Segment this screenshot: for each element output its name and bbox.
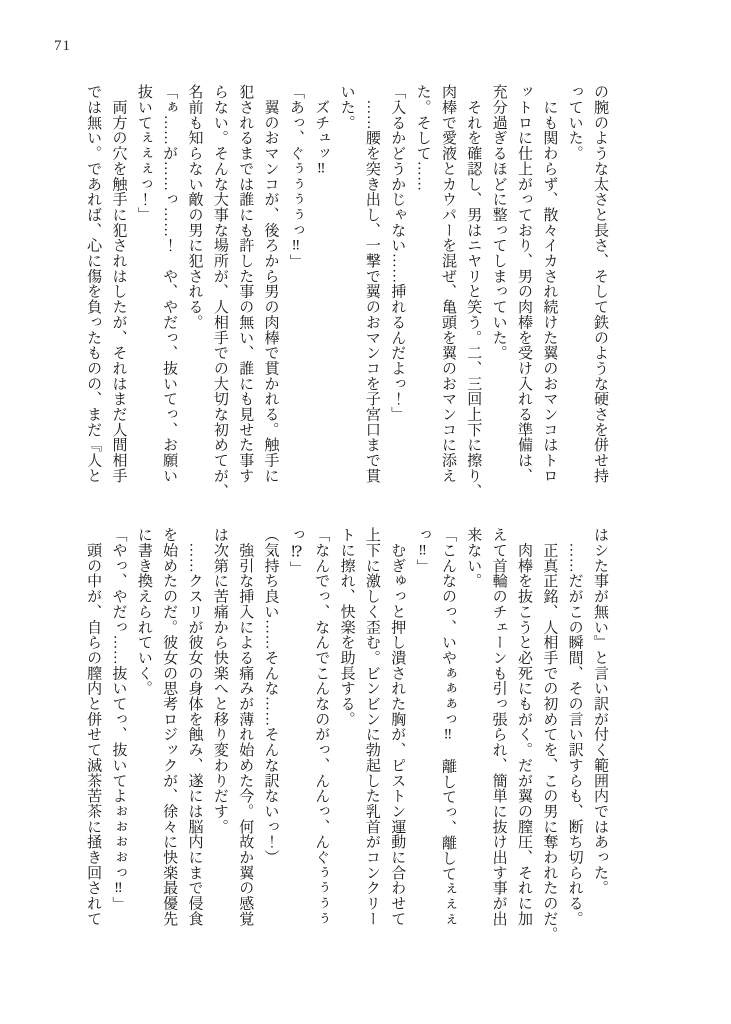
text-line: っ⁉」 — [287, 527, 304, 577]
text-line: ットロに仕上がっており、男の肉棒を受け入れる準備は、 — [515, 84, 532, 484]
text-line: 強引な挿入による痛みが薄れ始めた今。何故か翼の感覚 — [237, 527, 254, 927]
text-line: に書き換えられていく。 — [135, 527, 152, 696]
text-block-top — [80, 84, 612, 516]
text-line: えて首輪のチェーンも引っ張られ、簡単に抜け出す事が出 — [490, 527, 507, 927]
text-line: ……クスリが彼女の身体を蝕み、遂には脳内にまで侵食 — [186, 527, 203, 927]
text-line: を始めたのだ。彼女の思考ロジックが、徐々に快楽最優先 — [161, 527, 178, 927]
text-line: っ‼」 — [414, 527, 431, 575]
text-line: 「入るかどうかじゃない……挿れるんだよっ！」 — [389, 84, 406, 422]
text-line: らない。そんな大事な場所が、人相手での大切な初めてが、 — [211, 84, 228, 499]
text-line: 翼のおマンコが、後ろから男の肉棒で貫かれる。触手に — [262, 84, 279, 484]
text-line: 正真正銘、人相手での初めてを、この男に奪われたのだ。 — [541, 527, 558, 942]
text-line: では無い。であれば、心に傷を負ったものの、まだ『人と — [85, 84, 102, 484]
text-line: 両方の穴を触手に犯されはしたが、それはまだ人間相手 — [110, 84, 127, 484]
text-line: 名前も知らない敵の男に犯される。 — [186, 84, 203, 330]
text-line: 肉棒で愛液とカウパーを混ぜ、亀頭を翼のおマンコに添え — [439, 84, 456, 484]
text-line: それを確認し、男はニヤリと笑う。二、三回上下に擦り、 — [465, 84, 482, 499]
text-line: の腕のような太さと長さ、そして鉄のような硬さを併せ持 — [592, 84, 608, 484]
text-line: 抜いてぇぇぇっ！」 — [135, 84, 152, 223]
text-block-bottom — [80, 527, 612, 963]
text-line: 頭の中が、自らの膣内と併せて滅茶苦茶に掻き回されて — [85, 527, 102, 927]
text-line: 上下に激しく歪む。ビンビンに勃起した乳首がコンクリー — [363, 527, 380, 927]
text-line: 充分過ぎるほどに整ってしまっていた。 — [490, 84, 507, 361]
text-line: 「ぁ……が……っ……！ や、やだっ、抜いてっ、お願い — [161, 84, 178, 484]
text-line: いた。 — [338, 84, 355, 131]
text-line: にも関わらず、散々イカされ続けた翼のおマンコはトロ — [541, 84, 558, 484]
text-line: は次第に苦痛から快楽へと移り変わりだす。 — [211, 527, 228, 834]
text-line: た。そして…… — [414, 84, 431, 192]
text-line: 肉棒を抜こうと必死にもがく。だが翼の膣圧、それに加 — [515, 527, 532, 927]
text-line: 犯されるまでは誰にも許した事の無い、誰にも見せた事す — [237, 84, 254, 484]
text-line: ……だがこの瞬間、その言い訳すらも、断ち切られる。 — [566, 527, 583, 927]
text-line: 来ない。 — [465, 527, 482, 589]
text-line: 「こんなのっ、いやぁぁぁっ‼ 離してっ、離してぇぇぇ — [439, 527, 456, 928]
text-line: むぎゅっと押し潰された胸が、ピストン運動に合わせて — [389, 527, 406, 927]
text-line: 「やっ、やだっ……抜いてっ、抜いてよぉぉぉぉっ‼」 — [110, 527, 127, 912]
text-line: トに擦れ、快楽を助長する。 — [338, 527, 355, 727]
text-line: っていた。 — [566, 84, 583, 161]
page-number: 71 — [54, 38, 71, 54]
text-line: 「なんでっ、なんでこんなのがっ、んんっ、んぐぅぅぅぅ — [313, 527, 330, 927]
text-line: 「あっ、ぐぅぅぅぅっ‼」 — [287, 84, 304, 270]
text-line: はシた事が無い』と言い訳が付く範囲内ではあった。 — [592, 527, 608, 896]
text-line: ……腰を突き出し、一撃で翼のおマンコを子宮口まで貫 — [363, 84, 380, 484]
text-line: ズチュッ‼ — [313, 84, 330, 178]
text-line: （気持ち良い……そんな……そんな訳ないっ！） — [262, 527, 279, 865]
